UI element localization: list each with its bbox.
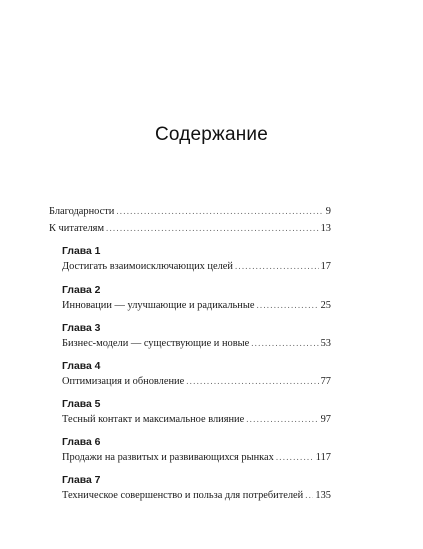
dot-leader [256, 298, 318, 312]
chapter-label: Глава 6 [62, 437, 101, 448]
chapter-label: Глава 2 [62, 285, 101, 296]
chapter-label: Глава 5 [62, 399, 101, 410]
dot-leader [235, 259, 319, 273]
chapter-label: Глава 3 [62, 323, 101, 334]
dot-leader [305, 488, 313, 502]
toc-page-number: 9 [325, 206, 331, 217]
toc-entry-chapter-2[interactable] [62, 298, 331, 312]
toc-entry-chapter-1[interactable] [62, 259, 331, 273]
chapter-label: Глава 1 [62, 246, 101, 257]
toc-entry-text: Техническое совершенство и польза для потребителей [62, 490, 304, 501]
dot-leader [276, 450, 314, 464]
dot-leader [246, 412, 318, 426]
toc-page-number: 25 [320, 300, 331, 311]
toc-entry-chapter-5[interactable] [62, 412, 331, 426]
dot-leader [116, 204, 323, 218]
dot-leader [186, 374, 318, 388]
toc-page-number: 117 [315, 452, 331, 463]
toc-entry-chapter-3[interactable] [62, 336, 331, 350]
toc-entry-text: Оптимизация и обновление [62, 376, 185, 387]
chapter-label: Глава 4 [62, 361, 101, 372]
toc-entry-text: Бизнес-модели — существующие и новые [62, 338, 250, 349]
toc-entry-to-readers[interactable] [49, 221, 331, 235]
toc-page-number: 77 [320, 376, 331, 387]
dot-leader [106, 221, 319, 235]
toc-page-number: 17 [320, 261, 331, 272]
toc-page-number: 135 [315, 490, 331, 501]
toc-entry-text: Благодарности [49, 206, 115, 217]
toc-entry-chapter-6[interactable] [62, 450, 331, 464]
toc-page-number: 13 [320, 223, 331, 234]
dot-leader [251, 336, 318, 350]
page-title: Содержание [154, 124, 269, 145]
toc-entry-chapter-7[interactable] [62, 488, 331, 502]
toc-entry-text: Продажи на развитых и развивающихся рынках [62, 452, 274, 463]
toc-entry-text: К читателям [49, 223, 105, 234]
toc-page-number: 97 [320, 414, 331, 425]
toc-entry-text: Тесный контакт и максимальное влияние [62, 414, 245, 425]
toc-entry-text: Достигать взаимоисключающих целей [62, 261, 233, 272]
toc-entry-acknowledgements[interactable] [49, 204, 331, 218]
toc-entry-text: Инновации — улучшающие и радикальные [62, 300, 255, 311]
chapter-label: Глава 7 [62, 475, 101, 486]
toc-entry-chapter-4[interactable] [62, 374, 331, 388]
toc-page-number: 53 [320, 338, 331, 349]
